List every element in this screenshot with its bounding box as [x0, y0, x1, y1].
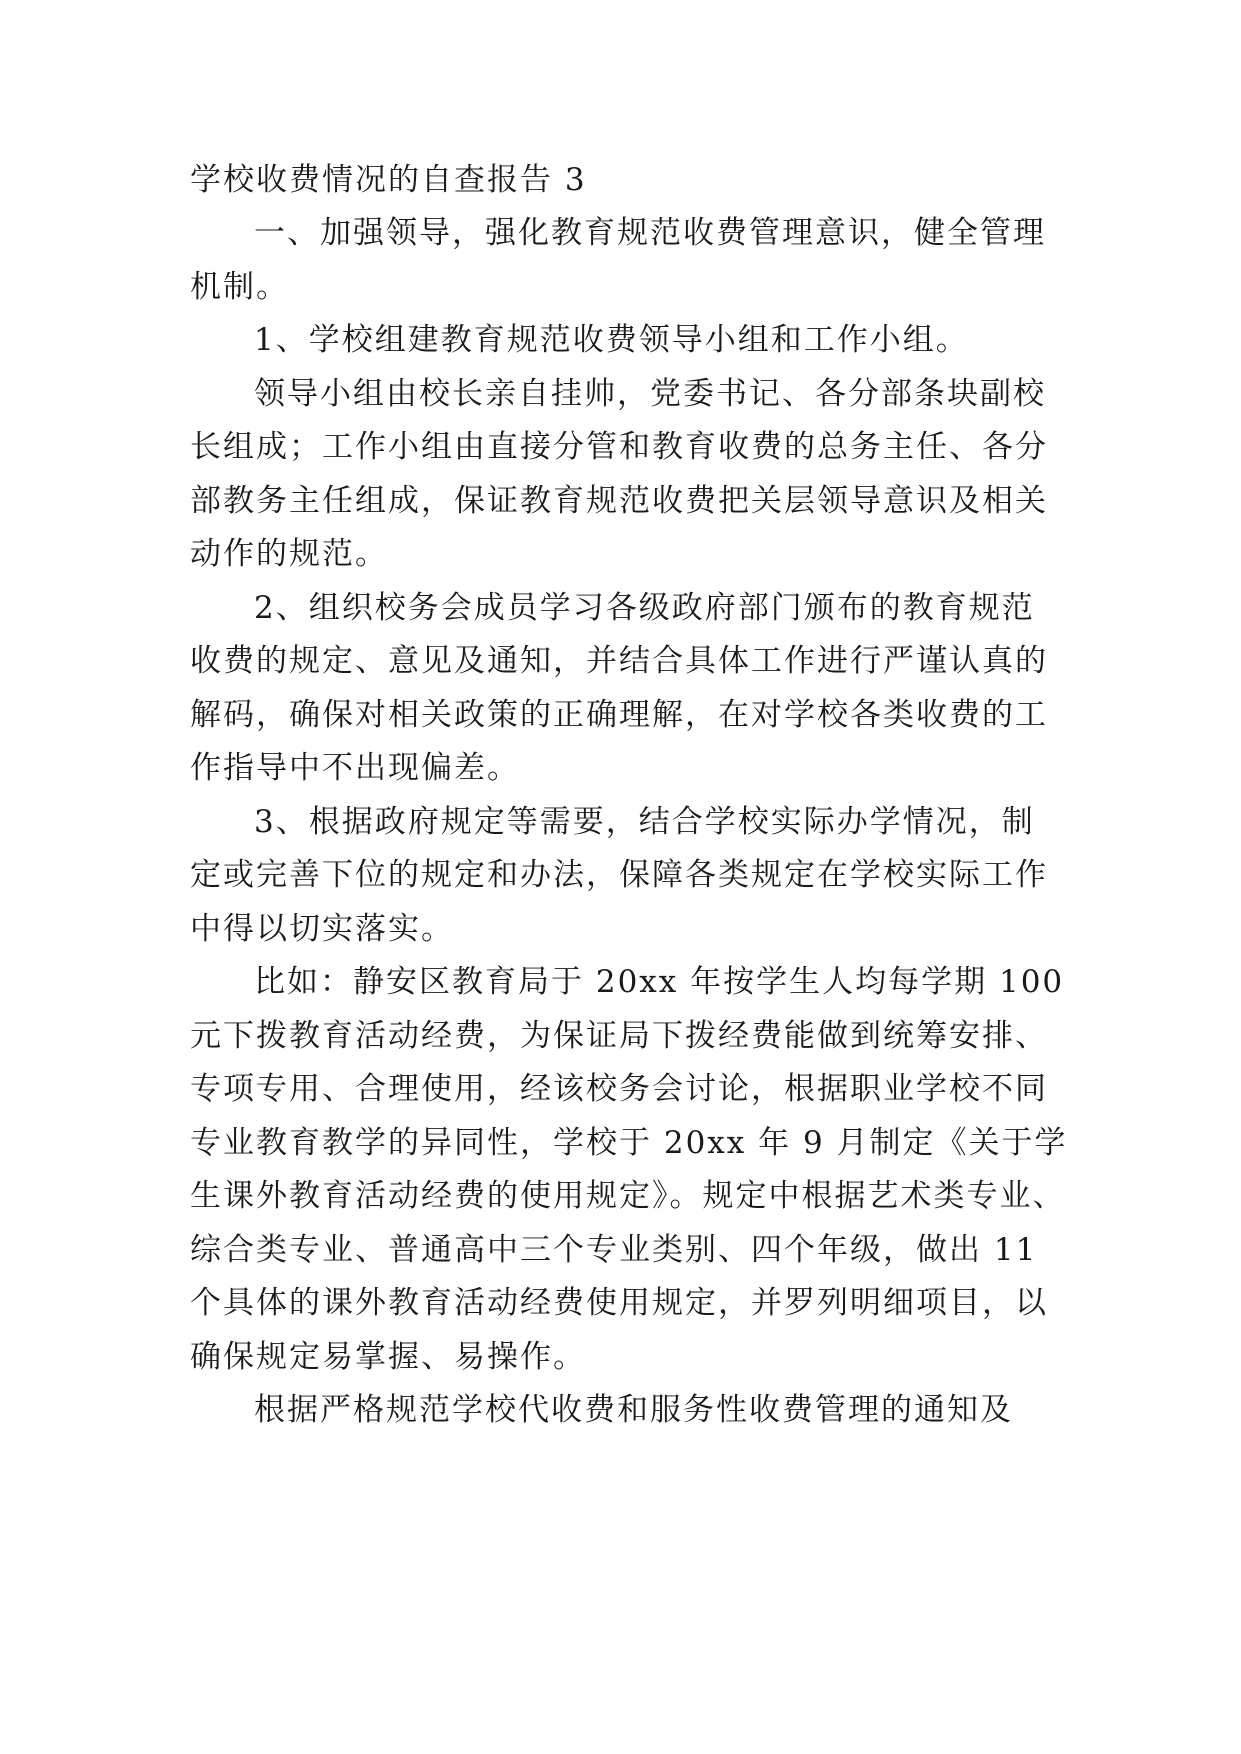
paragraph-line: 元下拨教育活动经费，为保证局下拨经费能做到统筹安排、: [190, 1018, 1048, 1054]
list-item-1: 1、学校组建教育规范收费领导小组和工作小组。: [254, 322, 969, 358]
heading-section-1: 一、加强领导，强化教育规范收费管理意识，健全管理: [254, 215, 1046, 251]
document-title: 学校收费情况的自查报告 3: [190, 162, 587, 198]
paragraph-line: 定或完善下位的规定和办法，保障各类规定在学校实际工作: [190, 857, 1048, 893]
paragraph-line: 收费的规定、意见及通知，并结合具体工作进行严谨认真的: [190, 643, 1048, 679]
paragraph-line: 综合类专业、普通高中三个专业类别、四个年级，做出 11: [190, 1232, 1038, 1268]
paragraph-line: 生课外教育活动经费的使用规定》。规定中根据艺术类专业、: [190, 1178, 1066, 1214]
paragraph-line: 长组成；工作小组由直接分管和教育收费的总务主任、各分: [190, 429, 1048, 465]
paragraph-line: 作指导中不出现偏差。: [190, 750, 520, 786]
list-item-2: 2、组织校务会成员学习各级政府部门颁布的教育规范: [254, 590, 1035, 626]
paragraph-line: 比如：静安区教育局于 20xx 年按学生人均每学期 100: [254, 964, 1065, 1000]
paragraph-line: 确保规定易掌握、易操作。: [190, 1339, 586, 1375]
paragraph-line: 专业教育教学的异同性，学校于 20xx 年 9 月制定《关于学: [190, 1125, 1068, 1161]
paragraph-line: 解码，确保对相关政策的正确理解，在对学校各类收费的工: [190, 697, 1048, 733]
list-item-3: 3、根据政府规定等需要，结合学校实际办学情况，制: [254, 804, 1035, 840]
paragraph-line: 专项专用、合理使用，经该校务会讨论，根据职业学校不同: [190, 1071, 1048, 1107]
paragraph-line: 领导小组由校长亲自挂帅，党委书记、各分部条块副校: [254, 376, 1046, 412]
paragraph-line: 中得以切实落实。: [190, 911, 454, 947]
text-line: 机制。: [190, 269, 289, 305]
paragraph-line: 根据严格规范学校代收费和服务性收费管理的通知及: [254, 1392, 1013, 1428]
paragraph-line: 动作的规范。: [190, 536, 388, 572]
paragraph-line: 部教务主任组成，保证教育规范收费把关层领导意识及相关: [190, 483, 1048, 519]
paragraph-line: 个具体的课外教育活动经费使用规定，并罗列明细项目，以: [190, 1285, 1048, 1321]
